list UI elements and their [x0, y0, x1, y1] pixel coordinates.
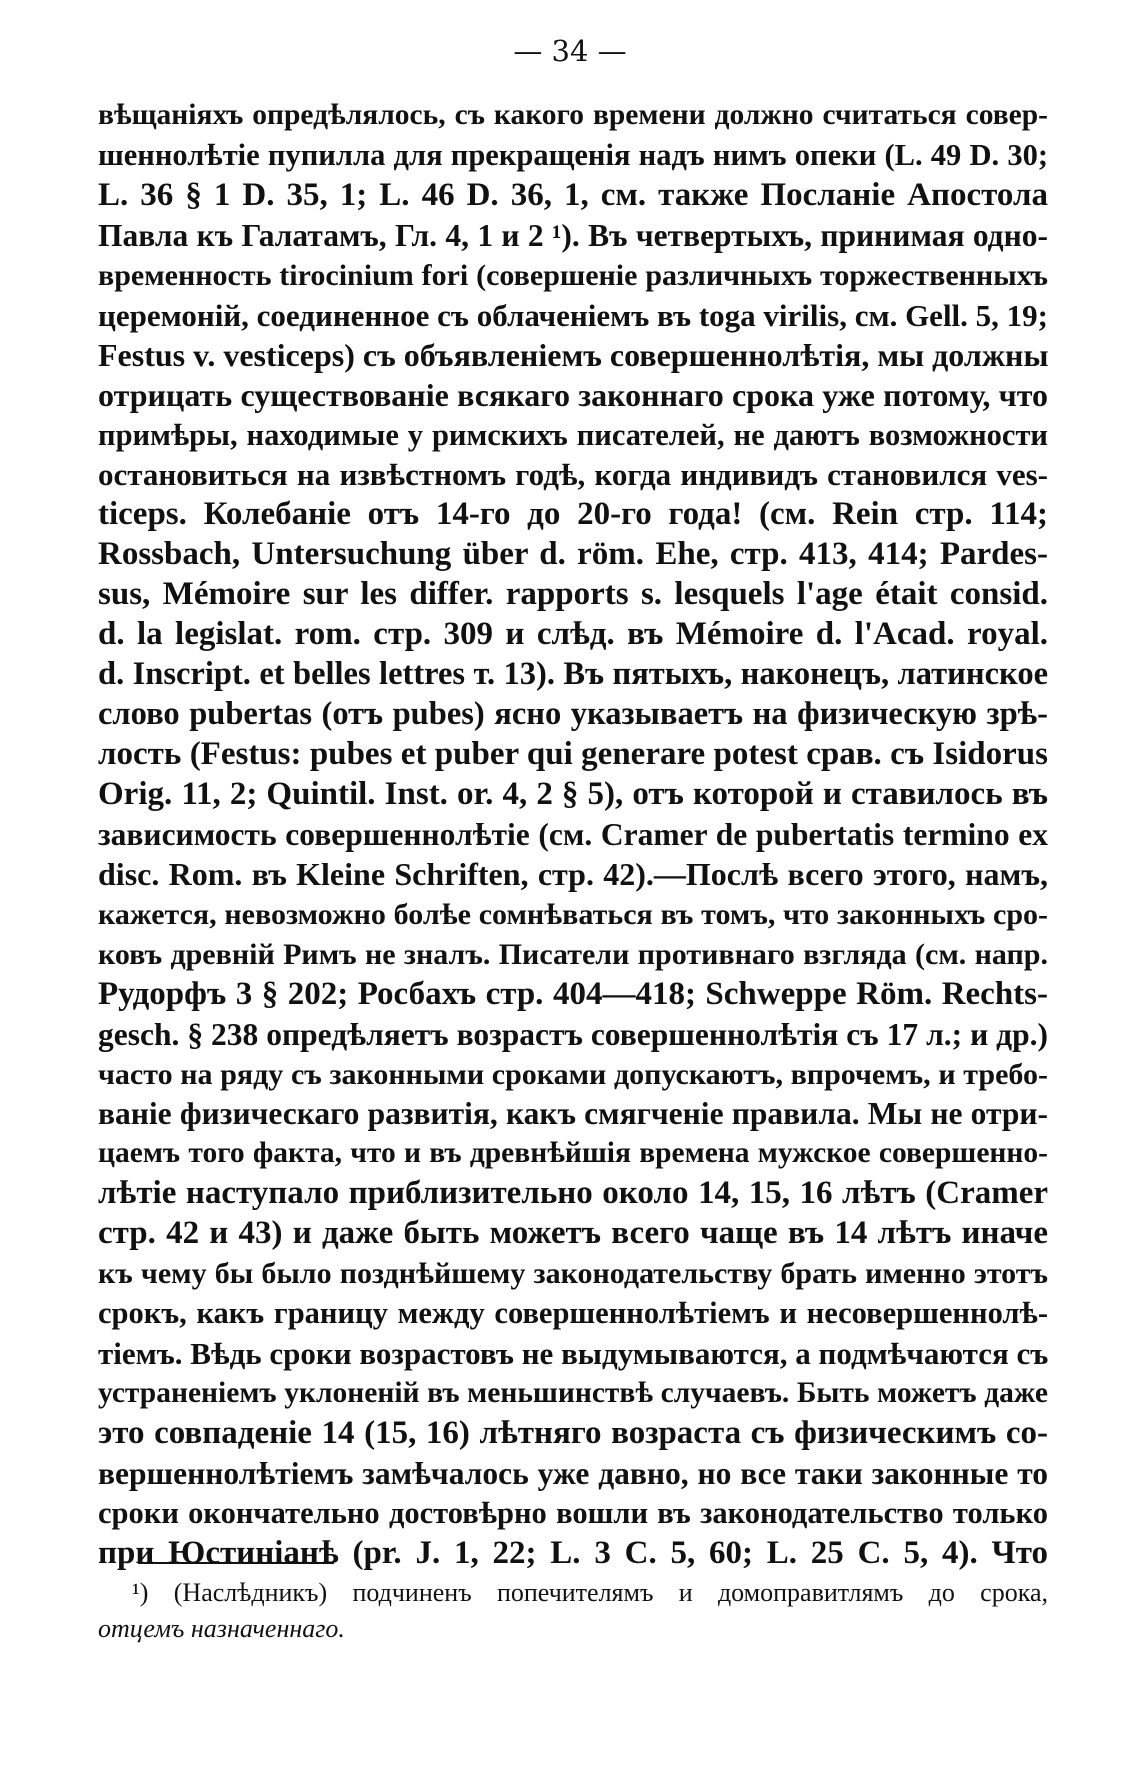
text-line: Рудорфъ 3 § 202; Росбахъ стр. 404—418; Schweppe Röm. Rechts-: [98, 975, 1048, 1012]
footnote-line: отцемъ назначеннаго.: [98, 1614, 345, 1643]
text-line: Festus v. vesticeps) съ объявленіемъ совершеннолѣтія, мы должны: [98, 336, 1049, 373]
text-line: устраненіемъ уклоненій въ меньшинствѣ случаевъ. Быть можетъ даже: [98, 1377, 1048, 1409]
text-line: сроки окончательно достовѣрно вошли въ законодательство только: [98, 1495, 1048, 1530]
text-line: цаемъ того факта, что и въ древнѣйшія времена мужское совершенно-: [98, 1137, 1048, 1170]
text-line: d. Inscript. et belles lettres т. 13). Въ пятыхъ, наконецъ, латинское: [98, 656, 1048, 693]
text-line: gesch. § 238 опредѣляетъ возрастъ совершеннолѣтія съ 17 л.; и др.): [98, 1016, 1048, 1052]
text-line: тіемъ. Вѣдь сроки возрастовъ не выдумываются, а подмѣчаются съ: [98, 1336, 1049, 1372]
footnote-line: ¹) (Наслѣдникъ) подчиненъ попечителямъ и домоправитлямъ до срока,: [132, 1578, 1048, 1607]
text-line: лость (Festus: pubes et puber qui generare potest срав. съ Isidorus: [98, 736, 1048, 772]
text-line: это совпаденіе 14 (15, 16) лѣтняго возраста съ физическимъ со-: [98, 1414, 1048, 1451]
text-line: примѣры, находимые у римскихъ писателей, не даютъ возможности: [98, 417, 1048, 452]
footnotes: [98, 1575, 1048, 1647]
main-text: [98, 96, 1048, 1574]
text-line: L. 36 § 1 D. 35, 1; L. 46 D. 36, 1, см. также Посланіе Апостола: [98, 176, 1048, 213]
text-line: временность tirocinium fori (совершеніе различныхъ торжественныхъ: [98, 258, 1048, 292]
text-line: при Юстиніанѣ (pr. J. 1, 22; L. 3 C. 5, 60; L. 25 C. 5, 4). Что: [98, 1534, 1048, 1571]
text-line: срокъ, какъ границу между совершеннолѣтіемъ и несовершеннолѣ-: [98, 1296, 1048, 1331]
text-line: disc. Rom. въ Kleine Schriften, стр. 42).—Послѣ всего этого, намъ,: [98, 855, 1048, 892]
text-line: ковъ древній Римъ не зналъ. Писатели противнаго взгляда (см. напр.: [98, 937, 1048, 971]
text-line: слово pubertas (отъ pubes) ясно указываетъ на физическую зрѣ-: [98, 696, 1048, 733]
text-line: къ чему бы было позднѣйшему законодательству брать именно этотъ: [98, 1257, 1048, 1291]
text-line: церемоній, соединенное съ облаченіемъ въ toga virilis, см. Gell. 5, 19;: [98, 297, 1048, 333]
text-line: d. la legislat. rom. стр. 309 и слѣд. въ Mémoire d. l'Acad. royal.: [98, 616, 1048, 653]
text-line: кажется, невозможно болѣе сомнѣваться въ томъ, что законныхъ сро-: [98, 897, 1048, 931]
text-line: ваніе физическаго развитія, какъ смягченіе правила. Мы не отри-: [98, 1096, 1048, 1132]
text-line: ticeps. Колебаніе отъ 14-го до 20-го года! (см. Rein стр. 114;: [98, 496, 1048, 533]
text-line: часто на ряду съ законными сроками допускаютъ, впрочемъ, и требо-: [98, 1057, 1048, 1091]
text-line: Orig. 11, 2; Quintil. Inst. or. 4, 2 § 5), отъ которой и ставилось въ: [98, 775, 1048, 812]
text-line: зависимость совершеннолѣтіе (см. Cramer de pubertatis termino ex: [98, 816, 1048, 852]
text-line: шеннолѣтіе пупилла для прекращенія надъ нимъ опеки (L. 49 D. 30;: [98, 137, 1048, 172]
text-line: отрицать существованіе всякаго законнаго срока уже потому, что: [98, 376, 1048, 413]
text-line: Павла къ Галатамъ, Гл. 4, 1 и 2 ¹). Въ четвертыхъ, принимая одно-: [98, 217, 1048, 253]
page-number: — 34 —: [513, 34, 627, 68]
text-line: вершеннолѣтіемъ замѣчалось уже давно, но все таки законные то: [98, 1455, 1048, 1491]
footnote-divider: [138, 1562, 334, 1564]
text-line: Rossbach, Untersuchung über d. röm. Ehe, стр. 413, 414; Pardes-: [98, 536, 1048, 573]
text-line: стр. 42 и 43) и даже быть можетъ всего чаще въ 14 лѣтъ иначе: [98, 1215, 1048, 1252]
text-line: sus, Mémoire sur les differ. rapports s. lesquels l'age était consid.: [98, 576, 1048, 613]
text-line: остановиться на извѣстномъ годѣ, когда индивидъ становился ves-: [98, 457, 1048, 493]
text-line: вѣщаніяхъ опредѣлялось, съ какого времени должно считаться совер-: [98, 99, 1048, 131]
text-line: лѣтіе наступало приблизительно около 14, 15, 16 лѣтъ (Cramer: [98, 1175, 1048, 1212]
